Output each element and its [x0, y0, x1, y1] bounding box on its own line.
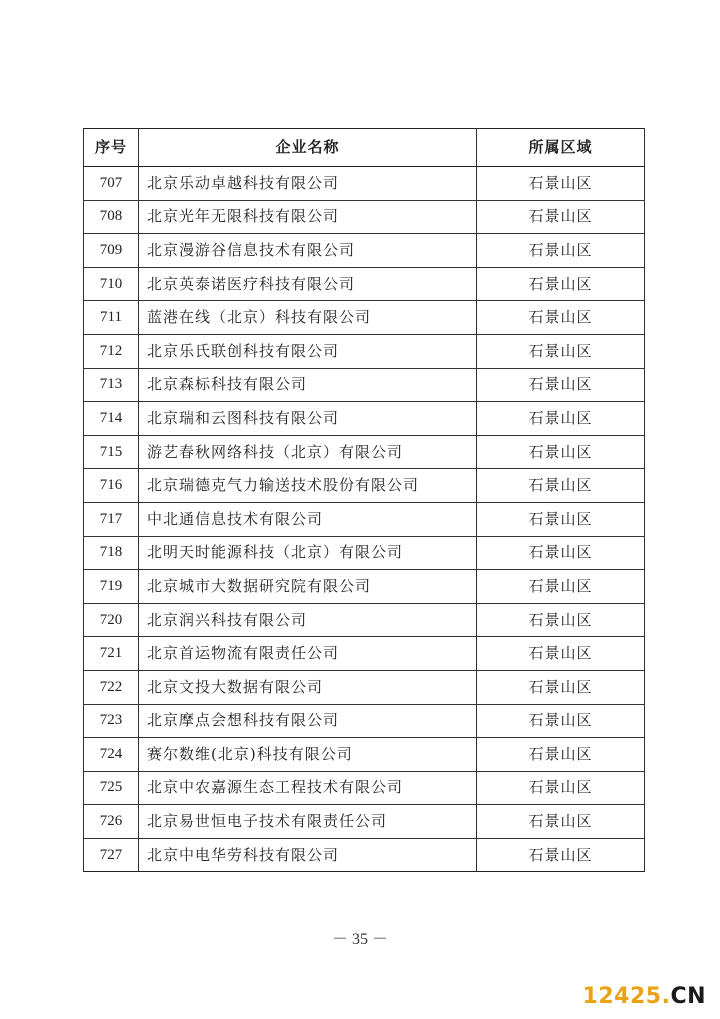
row-area: 石景山区 [477, 570, 645, 604]
row-number: 722 [84, 670, 139, 704]
row-company-name: 游艺春秋网络科技（北京）有限公司 [139, 435, 477, 469]
row-area: 石景山区 [477, 704, 645, 738]
watermark-suffix: CN [670, 984, 706, 1009]
row-area: 石景山区 [477, 670, 645, 704]
page-number: － 35 － [331, 931, 388, 948]
row-number: 707 [84, 167, 139, 201]
table-row [84, 838, 645, 872]
table-header-row [84, 129, 645, 167]
row-company-name: 北京乐动卓越科技有限公司 [139, 167, 477, 201]
row-area: 石景山区 [477, 738, 645, 772]
row-company-name: 北京瑞和云图科技有限公司 [139, 402, 477, 436]
table-row [84, 402, 645, 436]
header-area: 所属区域 [477, 129, 645, 167]
row-number: 717 [84, 502, 139, 536]
row-number: 726 [84, 805, 139, 839]
row-number: 721 [84, 637, 139, 671]
table-row [84, 267, 645, 301]
row-company-name: 北明天时能源科技（北京）有限公司 [139, 536, 477, 570]
row-company-name: 北京城市大数据研究院有限公司 [139, 570, 477, 604]
table-row [84, 435, 645, 469]
row-area: 石景山区 [477, 200, 645, 234]
row-area: 石景山区 [477, 267, 645, 301]
row-area: 石景山区 [477, 838, 645, 872]
row-company-name: 北京乐氏联创科技有限公司 [139, 334, 477, 368]
row-area: 石景山区 [477, 469, 645, 503]
row-company-name: 北京润兴科技有限公司 [139, 603, 477, 637]
table-row [84, 502, 645, 536]
row-company-name: 北京中农嘉源生态工程技术有限公司 [139, 771, 477, 805]
row-number: 708 [84, 200, 139, 234]
row-number: 711 [84, 301, 139, 335]
table-row [84, 469, 645, 503]
row-company-name: 赛尔数维(北京)科技有限公司 [139, 738, 477, 772]
enterprise-table-container [83, 128, 644, 872]
row-company-name: 北京易世恒电子技术有限责任公司 [139, 805, 477, 839]
table-row [84, 368, 645, 402]
row-company-name: 北京英泰诺医疗科技有限公司 [139, 267, 477, 301]
header-number: 序号 [84, 129, 139, 167]
row-number: 720 [84, 603, 139, 637]
row-area: 石景山区 [477, 637, 645, 671]
table-row [84, 738, 645, 772]
row-number: 725 [84, 771, 139, 805]
row-company-name: 中北通信息技术有限公司 [139, 502, 477, 536]
table-row [84, 234, 645, 268]
row-number: 712 [84, 334, 139, 368]
table-row [84, 771, 645, 805]
row-number: 716 [84, 469, 139, 503]
watermark-number: 12425 [582, 984, 662, 1009]
row-company-name: 北京漫游谷信息技术有限公司 [139, 234, 477, 268]
row-area: 石景山区 [477, 502, 645, 536]
row-company-name: 北京首运物流有限责任公司 [139, 637, 477, 671]
row-company-name: 北京森标科技有限公司 [139, 368, 477, 402]
watermark-dot: . [661, 984, 671, 1009]
table-row [84, 637, 645, 671]
row-area: 石景山区 [477, 805, 645, 839]
table-row [84, 670, 645, 704]
row-area: 石景山区 [477, 536, 645, 570]
row-area: 石景山区 [477, 234, 645, 268]
row-number: 713 [84, 368, 139, 402]
row-company-name: 北京瑞德克气力输送技术股份有限公司 [139, 469, 477, 503]
row-number: 719 [84, 570, 139, 604]
row-area: 石景山区 [477, 368, 645, 402]
table-row [84, 200, 645, 234]
table-row [84, 570, 645, 604]
enterprise-table [83, 128, 645, 872]
table-row [84, 167, 645, 201]
header-name: 企业名称 [139, 129, 477, 167]
table-body [84, 167, 645, 872]
row-number: 727 [84, 838, 139, 872]
row-company-name: 北京光年无限科技有限公司 [139, 200, 477, 234]
row-company-name: 北京文投大数据有限公司 [139, 670, 477, 704]
row-company-name: 北京中电华劳科技有限公司 [139, 838, 477, 872]
table-row [84, 805, 645, 839]
row-area: 石景山区 [477, 603, 645, 637]
row-company-name: 北京摩点会想科技有限公司 [139, 704, 477, 738]
table-row [84, 603, 645, 637]
row-area: 石景山区 [477, 301, 645, 335]
row-company-name: 蓝港在线（北京）科技有限公司 [139, 301, 477, 335]
row-area: 石景山区 [477, 167, 645, 201]
row-number: 723 [84, 704, 139, 738]
table-row [84, 704, 645, 738]
row-area: 石景山区 [477, 435, 645, 469]
row-number: 709 [84, 234, 139, 268]
row-area: 石景山区 [477, 402, 645, 436]
table-row [84, 334, 645, 368]
row-number: 715 [84, 435, 139, 469]
table-row [84, 301, 645, 335]
row-number: 714 [84, 402, 139, 436]
row-number: 710 [84, 267, 139, 301]
row-number: 724 [84, 738, 139, 772]
site-watermark [583, 984, 706, 1009]
table-row [84, 536, 645, 570]
row-number: 718 [84, 536, 139, 570]
row-area: 石景山区 [477, 771, 645, 805]
row-area: 石景山区 [477, 334, 645, 368]
